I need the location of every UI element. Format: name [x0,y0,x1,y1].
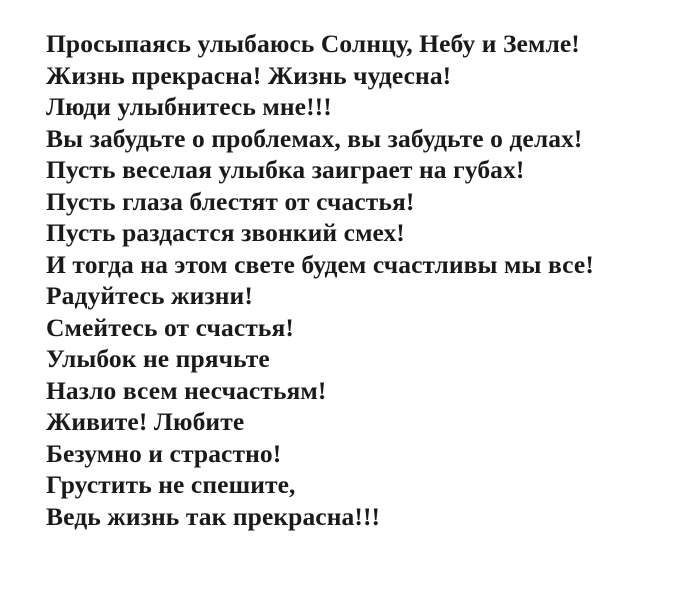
poem-line: Пусть глаза блестят от счастья! [46,186,415,216]
poem-line: Радуйтесь жизни! [46,281,253,310]
poem-line: Пусть веселая улыбка заиграет на губах! [46,155,525,184]
poem-line: Ведь жизнь так прекрасна!!! [46,501,381,531]
poem-line: Смейтесь от счастья! [46,312,294,342]
poem-line: Грустить не спешите, [46,470,296,499]
poem-line: Улыбок не прячьте [46,344,270,373]
poem-line: Пусть раздастся звонкий смех! [46,218,405,247]
poem-line: Просыпаясь улыбаюсь Солнцу, Небу и Земле! [46,29,580,58]
poem-line: И тогда на этом свете будем счастливы мы все! [46,249,594,279]
poem-line: Живите! Любите [46,407,245,436]
poem-line: Назло всем несчастьям! [46,375,327,405]
poem-line: Люди улыбнитесь мне!!! [46,92,332,121]
poem-line: Жизнь прекрасна! Жизнь чудесна! [46,60,452,90]
poem-line: Безумно и страстно! [46,438,282,468]
poem-line: Вы забудьте о проблемах, вы забудьте о делах! [46,123,583,153]
